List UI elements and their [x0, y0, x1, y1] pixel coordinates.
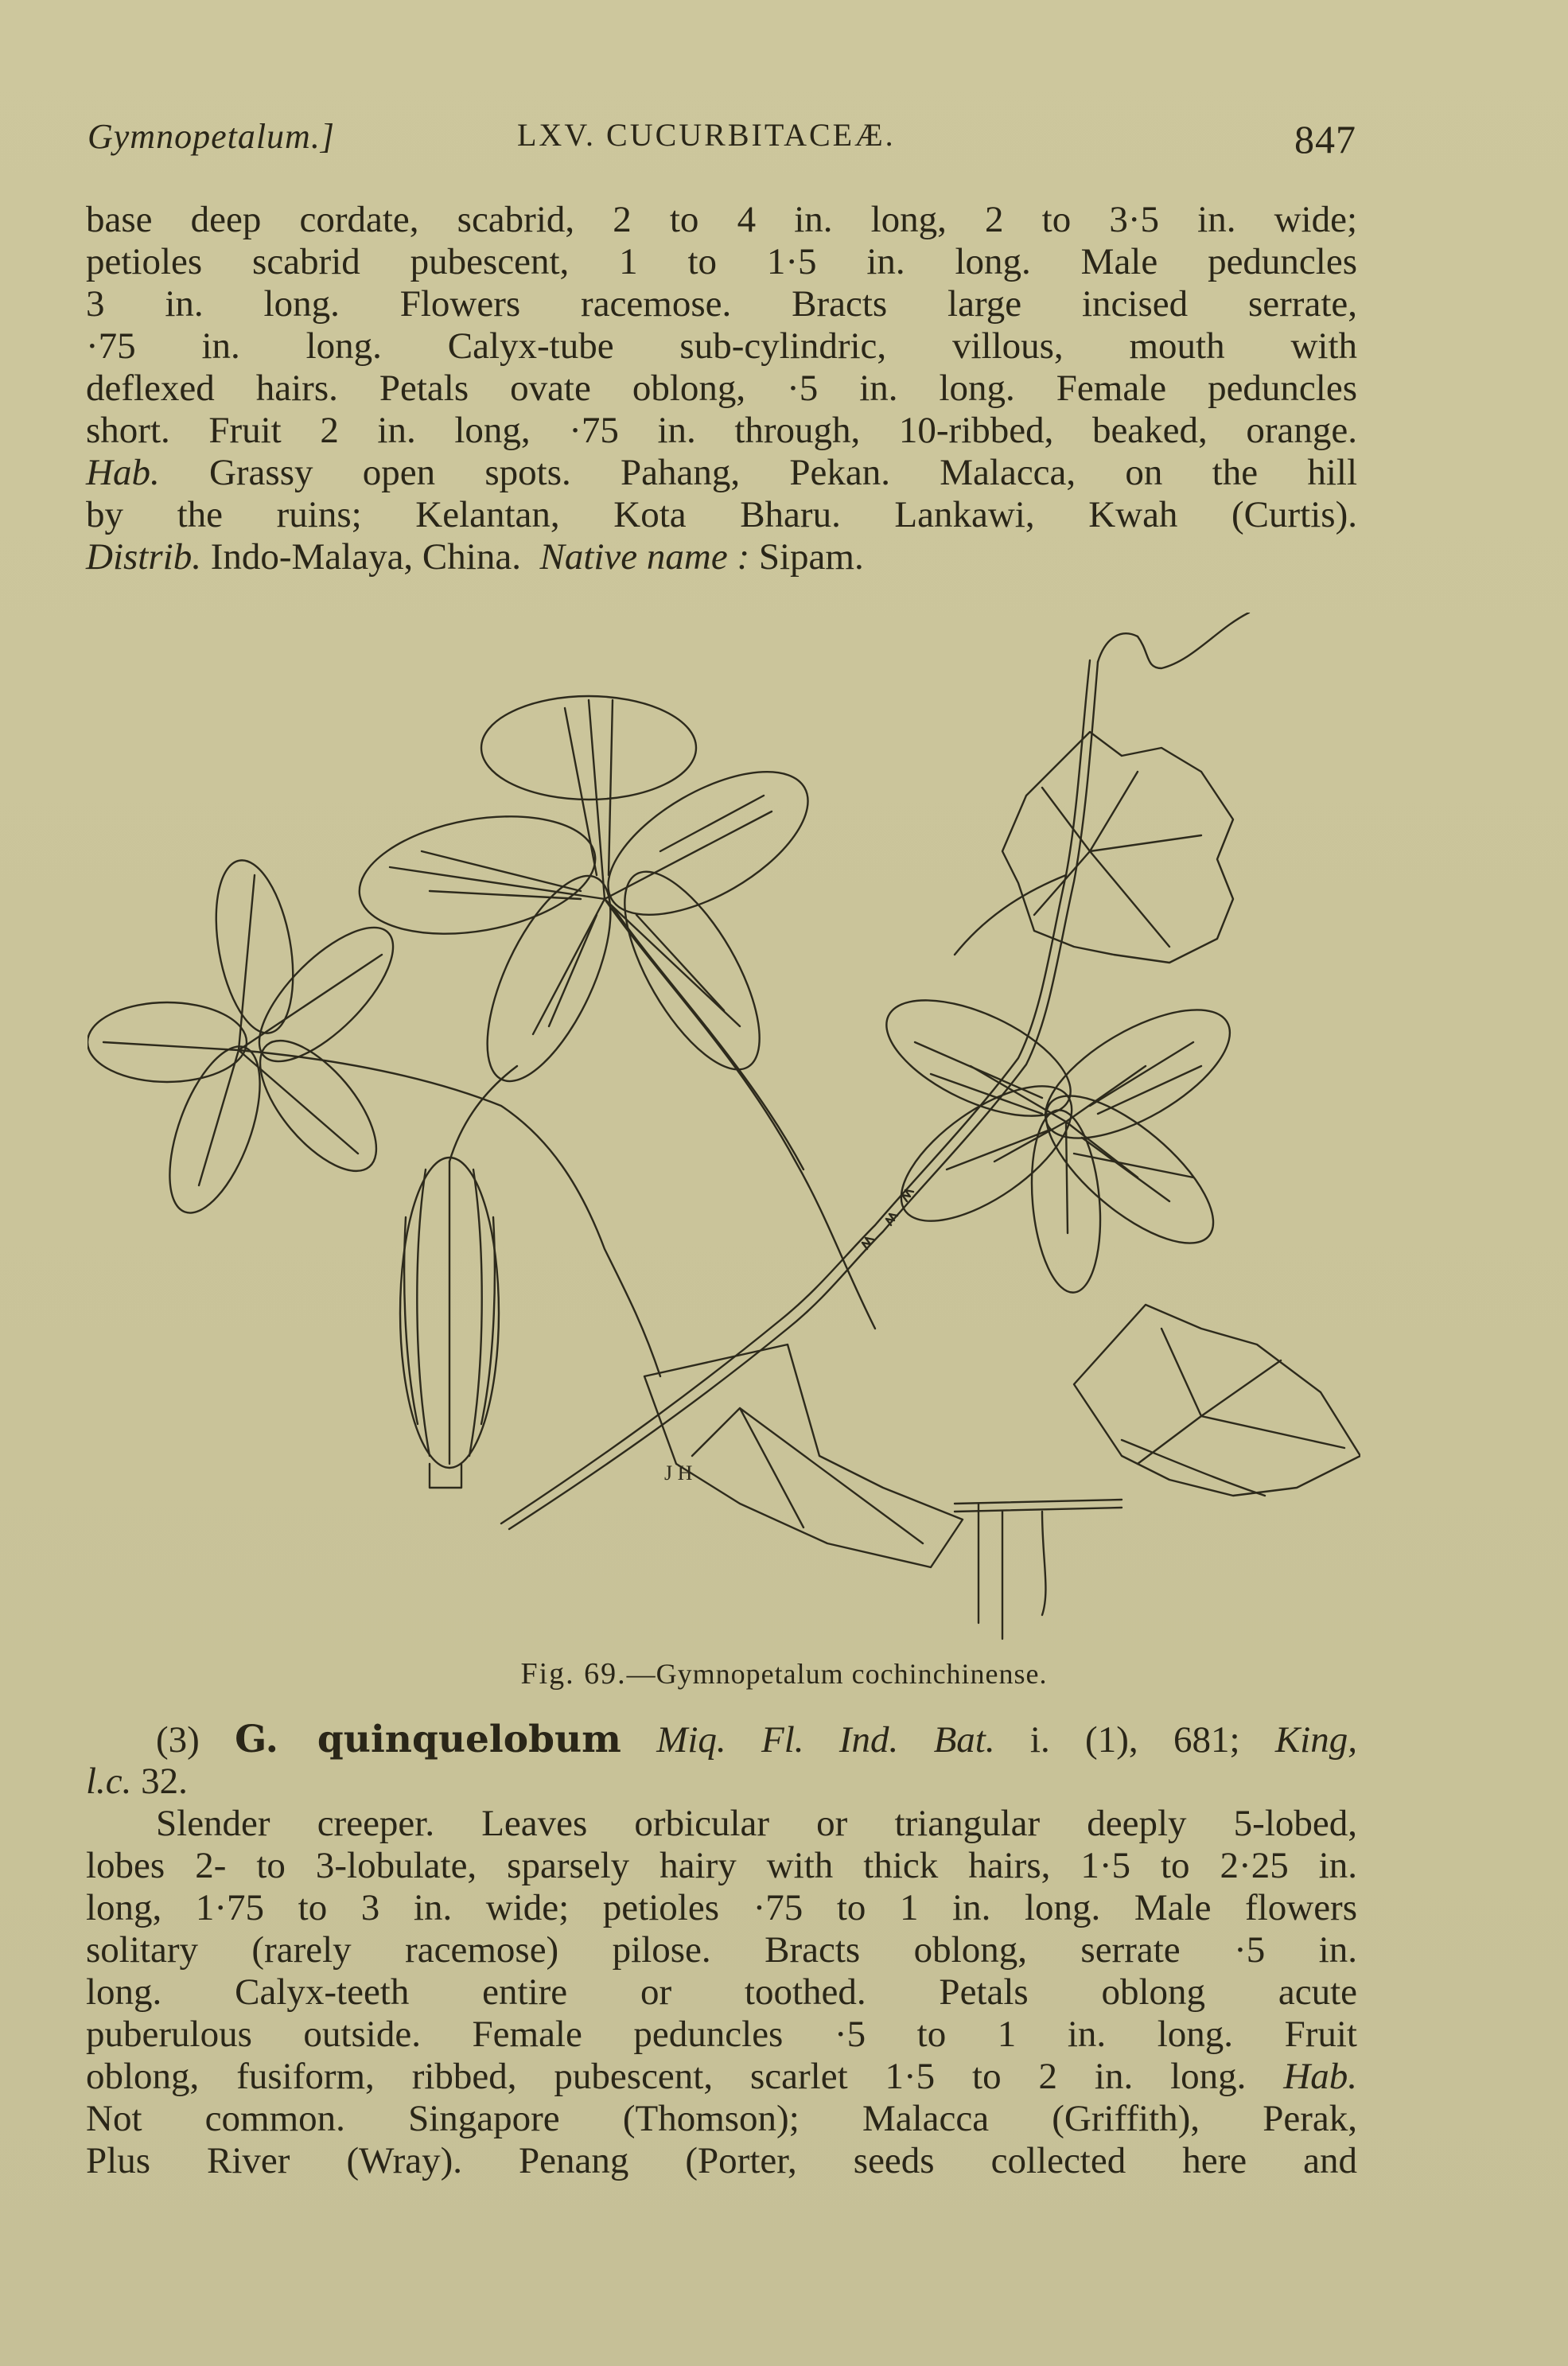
leaf-lower-right — [1074, 1305, 1360, 1496]
text-line: deflexed hairs. Petals ovate oblong, ·5 in. long. Female peduncles — [86, 368, 1357, 409]
leaf-cluster-left — [88, 854, 414, 1224]
figure-title: —Gymnopetalum cochinchinense. — [626, 1658, 1048, 1690]
text-line: base deep cordate, scabrid, 2 to 4 in. long, 2 to 3·5 in. wide; — [86, 199, 1357, 240]
habitat-label: Hab. — [86, 452, 160, 493]
distribution-text: Indo-Malaya, China. — [210, 536, 521, 578]
text-line — [86, 1761, 1357, 1803]
botanical-illustration — [88, 613, 1360, 1647]
text-line: lobes 2- to 3-lobulate, sparsely hairy with thick hairs, 1·5 to 2·25 in. — [86, 1845, 1357, 1886]
native-name: Sipam. — [758, 536, 864, 578]
text-line: 3 in. long. Flowers racemose. Bracts large incised serrate, — [86, 283, 1357, 325]
text-line: solitary (rarely racemose) pilose. Bracts oblong, serrate ·5 in. — [86, 1929, 1357, 1971]
leaf-cluster-right — [870, 976, 1249, 1295]
reference-2: King, — [1274, 1719, 1357, 1761]
text-line: petioles scabrid pubescent, 1 to 1·5 in. long. Male peduncles — [86, 241, 1357, 282]
reference-2-lc: l.c. — [86, 1761, 132, 1802]
illustrator-initials: J H — [664, 1461, 693, 1485]
reference-2-page: 32. — [141, 1761, 188, 1802]
habitat-label: Hab. — [1283, 2056, 1357, 2097]
species-entry — [86, 1718, 1357, 2182]
text-line: puberulous outside. Female peduncles ·5 to 1 in. long. Fruit — [86, 2014, 1357, 2055]
text-line: short. Fruit 2 in. long, ·75 in. through, 10-ribbed, beaked, orange. — [86, 410, 1357, 451]
figure-label: Fig. 69. — [520, 1657, 627, 1691]
distribution-label: Distrib. — [86, 536, 201, 578]
leaf-cluster-top — [350, 696, 831, 1098]
text-line: by the ruins; Kelantan, Kota Bharu. Lankawi, Kwah (Curtis). — [86, 494, 1357, 535]
text-line: Plus River (Wray). Penang (Porter, seeds collected here and — [86, 2140, 1357, 2181]
main-stem — [501, 660, 1090, 1524]
text-line: Slender creeper. Leaves orbicular or triangular deeply 5-lobed, — [156, 1803, 1357, 1844]
description-paragraph-1 — [86, 199, 1357, 578]
running-head-genus: Gymnopetalum.] — [88, 117, 335, 156]
running-head-family: LXV. CUCURBITACEÆ. — [517, 117, 896, 153]
native-name-label: Native name : — [539, 536, 750, 578]
page-number: 847 — [1294, 117, 1356, 161]
text-line — [86, 2056, 1357, 2098]
reference-1-volume: i. (1), 681; — [1029, 1719, 1240, 1761]
text-line: long. Calyx-teeth entire or toothed. Petals oblong acute — [86, 1971, 1357, 2013]
species-number: (3) — [156, 1719, 200, 1761]
figure-caption — [0, 1656, 1568, 1691]
habitat-lead: oblong, fusiform, ribbed, pubescent, scarlet 1·5 to 2 in. long. — [86, 2056, 1247, 2097]
habitat-text: Grassy open spots. Pahang, Pekan. Malacca, on the hill — [208, 452, 1357, 493]
species-name: G. quinquelobum — [235, 1718, 621, 1761]
text-line: ·75 in. long. Calyx-tube sub-cylindric, villous, mouth with — [86, 325, 1357, 367]
text-line: long, 1·75 to 3 in. wide; petioles ·75 to 1 in. long. Male flowers — [86, 1887, 1357, 1928]
running-head — [88, 116, 1356, 164]
text-line — [86, 536, 1357, 578]
fruit — [400, 1066, 517, 1488]
text-line — [86, 452, 1357, 494]
text-line: Not common. Singapore (Thomson); Malacca (Griffith), Perak, — [86, 2098, 1357, 2139]
species-heading — [86, 1718, 1357, 1761]
reference-1: Miq. Fl. Ind. Bat. — [656, 1719, 995, 1761]
